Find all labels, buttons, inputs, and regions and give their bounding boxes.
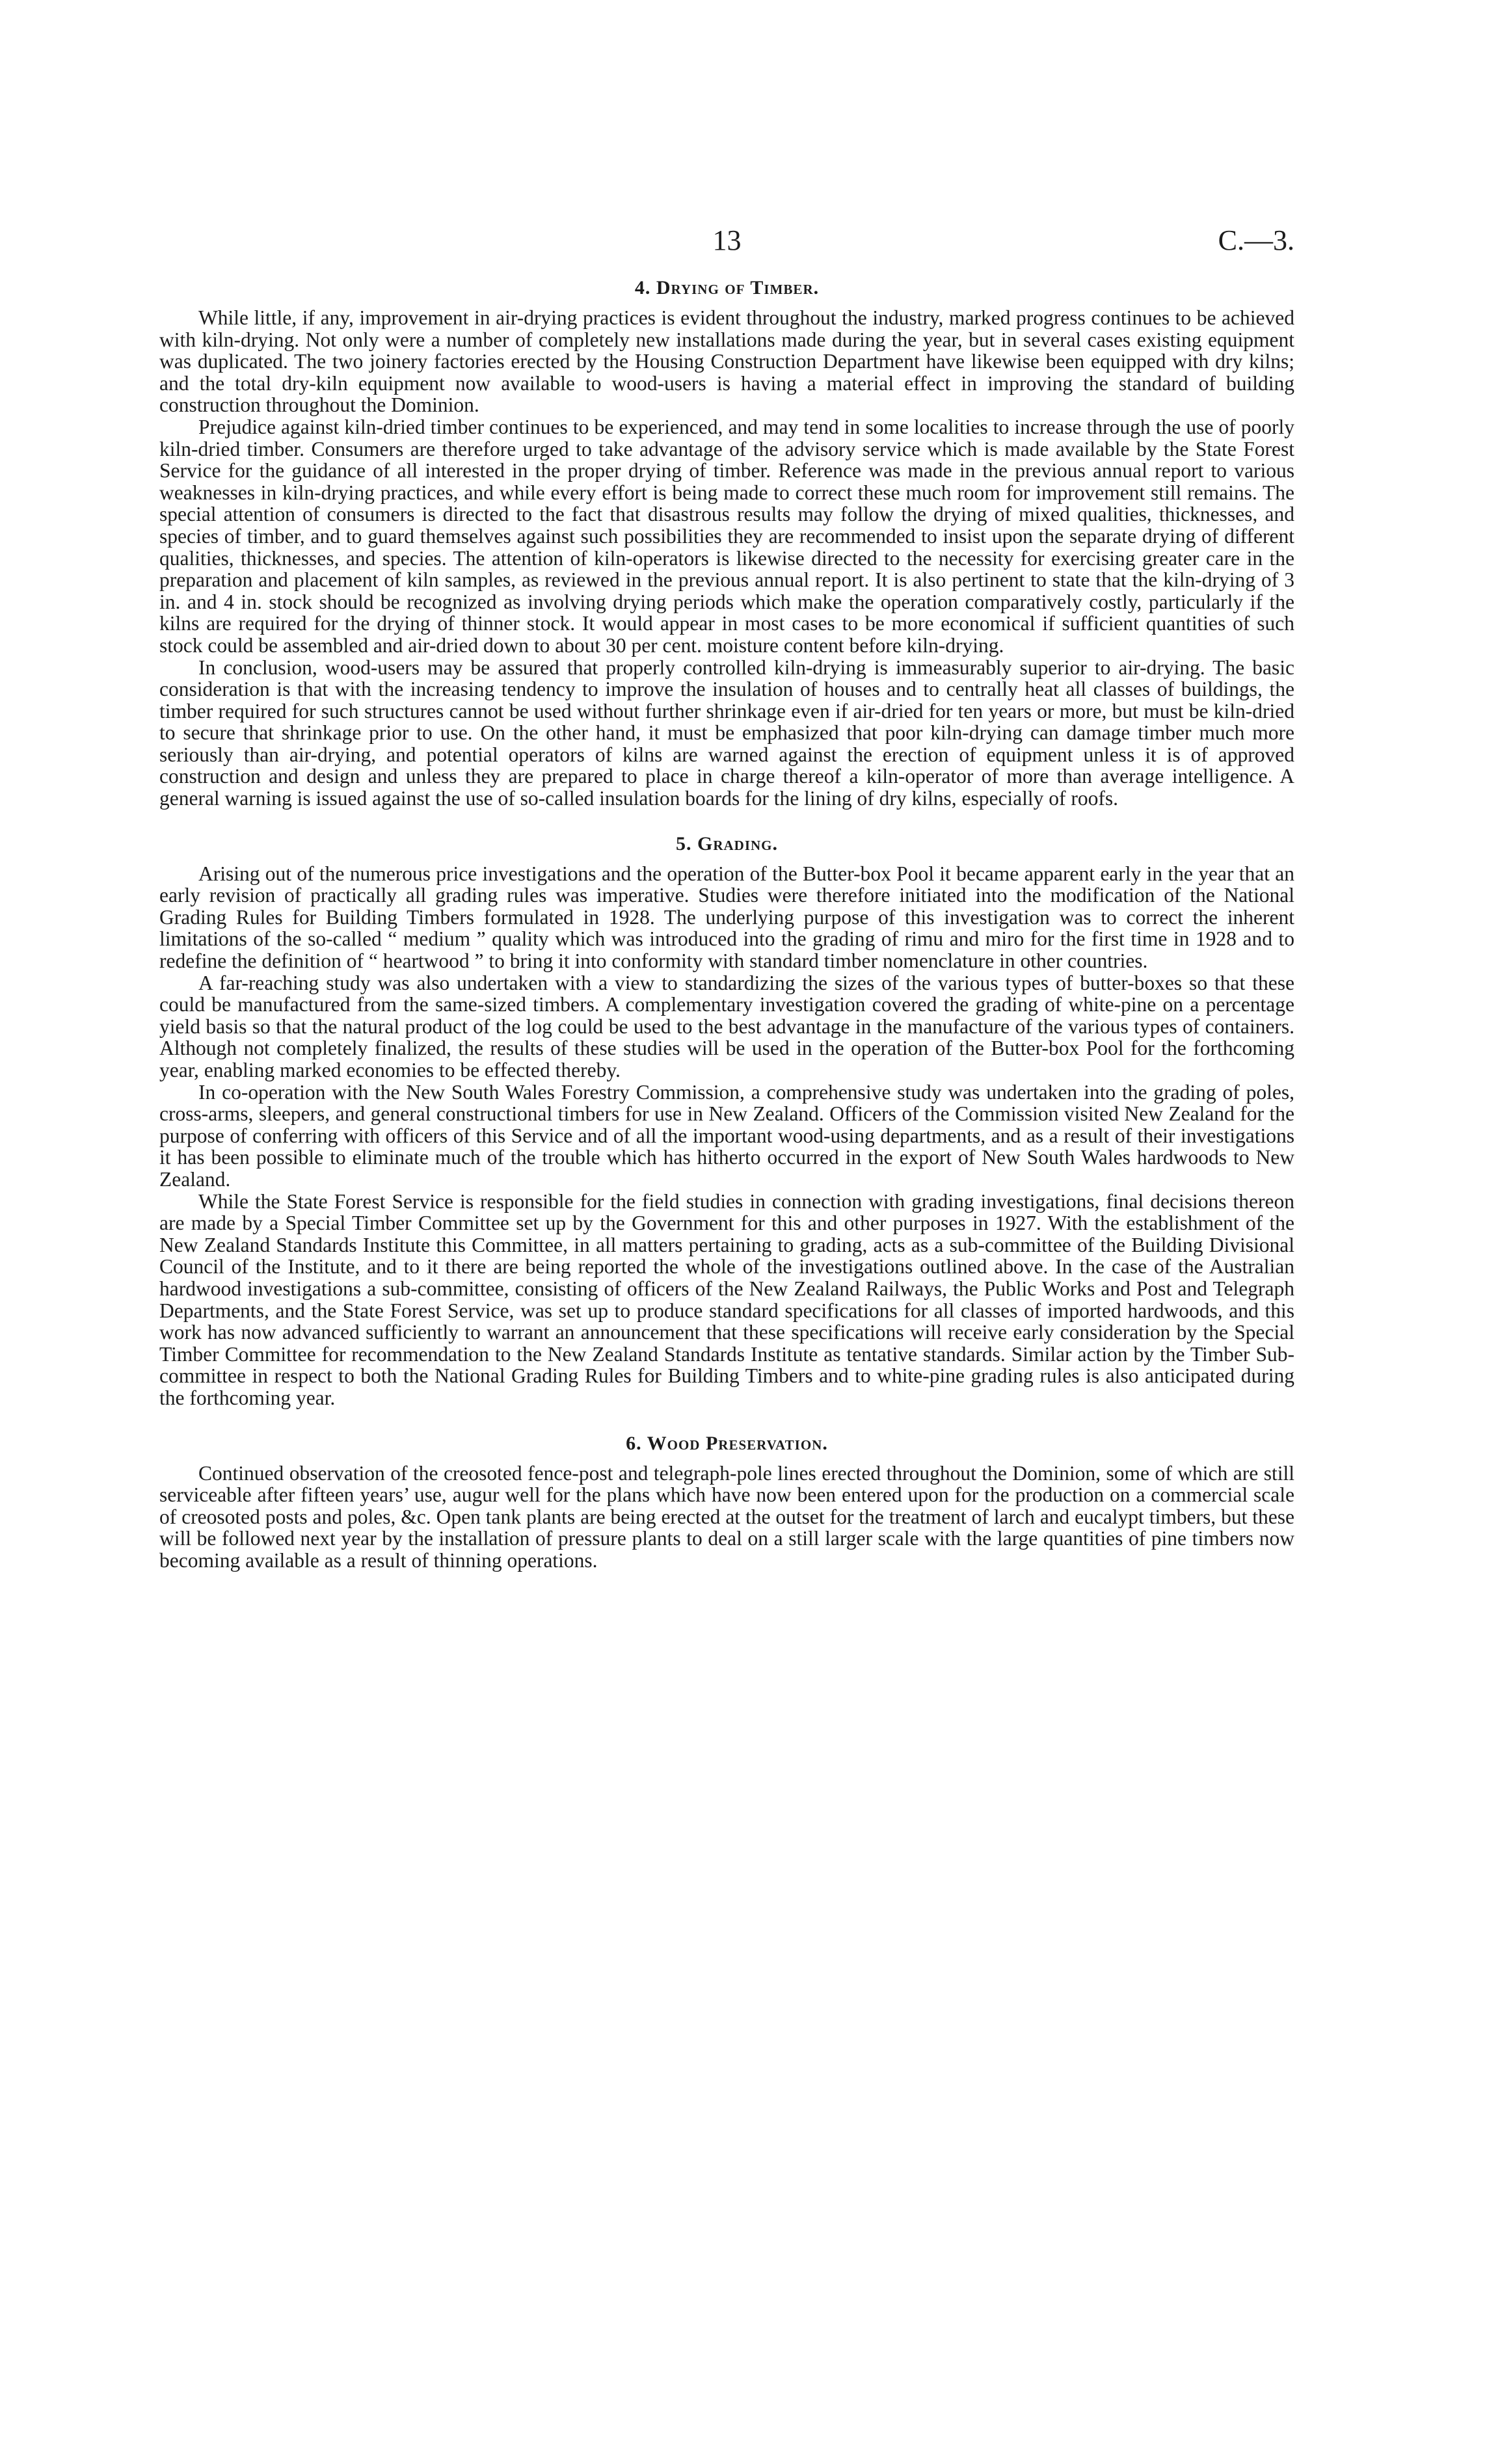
paragraph: In conclusion, wood-users may be assured that properly controlled kiln-drying is immeasurably superior to air-drying. The basic consideration is that with the increasing tendency to improve the insulation of houses and to centrally heat all classes of buildings, the timber required for such structures cannot be used without further shrinkage even if air-dried for ten years or more, but must be kiln-dried to secure that shrinkage prior to use. On the other hand, it must be emphasized that poor kiln-drying can damage timber much more seriously than air-drying, and potential operators of kilns are warned against the erection of equipment unless it is of approved construction and design and unless they are prepared to place in charge thereof a kiln-operator of more than average intelligence. A general warning is issued against the use of so-called insulation boards for the lining of dry kilns, especially of roofs. bbox=[159, 656, 1294, 810]
section-grading bbox=[159, 832, 1294, 1409]
paragraph: While little, if any, improvement in air-drying practices is evident throughout the industry, marked progress continues to be achieved with kiln-drying. Not only were a number of completely new installations made during the year, but in several cases existing equipment was duplicated. The two joinery factories erected by the Housing Construction Department have likewise been equipped with dry kilns; and the total dry-kiln equipment now available to wood-users is having a material effect in improving the standard of building construction throughout the Dominion. bbox=[159, 306, 1294, 417]
paragraph: Arising out of the numerous price investigations and the operation of the Butter-box Pool it became apparent early in the year that an early revision of practically all grading rules was imperative. Studies were therefore initiated into the modification of the National Grading Rules for Building Timbers formulated in 1928. The underlying purpose of this investigation was to correct the inherent limitations of the so-called “ medium ” quality which was introduced into the grading of rimu and miro for the first time in 1928 and to redefine the definition of “ heartwood ” to bring it into conformity with standard timber nomenclature in other countries. bbox=[159, 862, 1294, 973]
section-wood-preservation bbox=[159, 1431, 1294, 1572]
section-heading: 4. Drying of Timber. bbox=[634, 277, 820, 298]
paragraph: In co-operation with the New South Wales Forestry Commission, a comprehensive study was undertaken into the grading of poles, cross-arms, sleepers, and general constructional timbers for use in New Zealand. Officers of the Commission visited New Zealand for the purpose of conferring with officers of this Service and of all the important wood-using departments, and as a result of their investigations it has been possible to eliminate much of the trouble which has hitherto occurred in the export of New South Wales hardwoods to New Zealand. bbox=[159, 1080, 1294, 1191]
paragraph: Prejudice against kiln-dried timber continues to be experienced, and may tend in some localities to increase through the use of poorly kiln-dried timber. Consumers are therefore urged to take advantage of the advisory service which is made available by the State Forest Service for the guidance of all interested in the proper drying of timber. Reference was made in the previous annual report to various weaknesses in kiln-drying practices, and while every effort is being made to correct these much room for improvement still remains. The special attention of consumers is directed to the fact that disastrous results may follow the drying of mixed qualities, thicknesses, and species of timber, and to guard themselves against such possibilities they are recommended to insist upon the separate drying of different qualities, thicknesses, and species. The attention of kiln-operators is likewise directed to the necessity for exercising greater care in the preparation and placement of kiln samples, as reviewed in the previous annual report. It is also pertinent to state that the kiln-drying of 3 in. and 4 in. stock should be recognized as involving drying periods which make the operation comparatively costly, particularly if the kilns are required for the drying of thinner stock. It would appear in most cases to be more economical if sufficient quantities of such stock could be assembled and air-dried down to about 30 per cent. moisture content before kiln-drying. bbox=[159, 415, 1294, 657]
paragraph: A far-reaching study was also undertaken with a view to standardizing the sizes of the various types of butter-boxes so that these could be manufactured from the same-sized timbers. A complementary investigation covered the grading of white-pine on a percentage yield basis so that the natural product of the log could be used to the best advantage in the manufacture of the various types of containers. Although not completely finalized, the results of these studies will be used in the operation of the Butter-box Pool for the forthcoming year, enabling marked economies to be effected thereby. bbox=[159, 971, 1294, 1081]
section-drying-of-timber bbox=[159, 276, 1294, 810]
paragraph: Continued observation of the creosoted fence-post and telegraph-pole lines erected throughout the Dominion, some of which are still serviceable after fifteen years’ use, augur well for the plans which have now been entered upon for the production on a commercial scale of creosoted posts and poles, &c. Open tank plants are being erected at the outset for the treatment of larch and eucalypt timbers, but these will be followed next year by the installation of pressure plants to deal on a still larger scale with the large quantities of pine timbers now becoming available as a result of thinning operations. bbox=[159, 1461, 1294, 1572]
report-code: C.—3. bbox=[1218, 224, 1294, 256]
section-heading: 6. Wood Preservation. bbox=[626, 1432, 828, 1454]
page-header bbox=[159, 221, 1294, 267]
document-page bbox=[159, 221, 1294, 1571]
page-number: 13 bbox=[712, 224, 742, 256]
section-heading: 5. Grading. bbox=[675, 832, 778, 854]
paragraph: While the State Forest Service is responsible for the field studies in connection with grading investigations, final decisions thereon are made by a Special Timber Committee set up by the Government for this and other purposes in 1927. With the establishment of the New Zealand Standards Institute this Committee, in all matters pertaining to grading, acts as a sub-committee of the Building Divisional Council of the Institute, and to it there are being reported the whole of the investigations outlined above. In the case of the Australian hardwood investigations a sub-committee, consisting of officers of the New Zealand Railways, the Public Works and Post and Telegraph Departments, and the State Forest Service, was set up to produce standard specifications for all classes of imported hardwoods, and this work has now advanced sufficiently to warrant an announcement that these specifications will receive early consideration by the Special Timber Committee for recommendation to the New Zealand Standards Institute as tentative standards. Similar action by the Timber Sub-committee in respect to both the National Grading Rules for Building Timbers and to white-pine grading rules is also anticipated during the forthcoming year. bbox=[159, 1189, 1294, 1409]
